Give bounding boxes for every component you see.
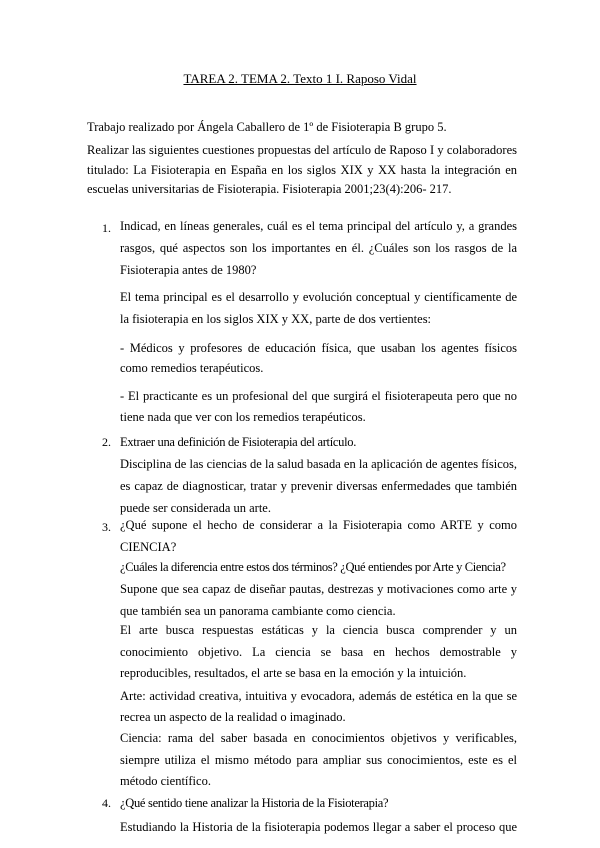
intro-paragraph: Realizar las siguientes cuestiones propuestas del artículo de Raposo I y colaboradores titulado: La Fisioterapia en España en los siglos XIX y XX hasta la integración en escuelas universitarias de Fisioterapia. Fisioterapia 2001;23(4):206- 217. (87, 143, 517, 196)
q4-number: 4. (102, 796, 111, 810)
q3-answer-1: Supone que sea capaz de diseñar pautas, destrezas y motivaciones como arte y que también sea un panorama cambiante como ciencia. (120, 582, 517, 618)
q1-question: Indicad, en líneas generales, cuál es el tema principal del artículo y, a grandes rasgos, qué aspectos son los importantes en él. ¿Cuáles son los rasgos de la Fisioterapia antes de 1980? (120, 219, 517, 277)
q1-answer-bullet-2: - El practicante es un profesional del que surgirá el fisioterapeuta pero que no tiene nada que ver con los remedios terapéuticos. (120, 389, 517, 424)
q3-answer-2: El arte busca respuestas estáticas y la ciencia busca comprender y un conocimiento objetivo. La ciencia se basa en hechos demostrable y reproducibles, resultados, el arte se basa en la emoción y la intuición. (120, 623, 517, 680)
q3-answer-ciencia: Ciencia: rama del saber basada en conocimientos objetivos y verificables, siempre utiliza el mismo método para ampliar sus conocimientos, este es el método científico. (120, 731, 517, 788)
q1-answer-bullet-1: - Médicos y profesores de educación física, que usaban los agentes físicos como remedios terapéuticos. (120, 341, 517, 375)
q3-subquestion: ¿Cuáles la diferencia entre estos dos términos? ¿Qué entiendes por Arte y Ciencia? (120, 560, 506, 574)
q1-answer-main: El tema principal es el desarrollo y evolución conceptual y científicamente de la fisioterapia en los siglos XIX y XX, parte de dos vertientes: (120, 290, 517, 326)
document-title: TAREA 2. TEMA 2. Texto 1 I. Raposo Vidal (183, 71, 417, 86)
q3-number: 3. (102, 520, 111, 534)
q3-answer-arte: Arte: actividad creativa, intuitiva y evocadora, además de estética en la que se recrea un aspecto de la realidad o imaginado. (120, 689, 517, 724)
q4-question: ¿Qué sentido tiene analizar la Historia de la Fisioterapia? (120, 796, 389, 810)
q1-number: 1. (102, 221, 111, 235)
q2-answer: Disciplina de las ciencias de la salud basada en la aplicación de agentes físicos, es capaz de diagnosticar, tratar y prevenir diversas enfermedades que también puede ser considerada un arte. (120, 457, 517, 515)
q3-question: ¿Qué supone el hecho de considerar a la Fisioterapia como ARTE y como CIENCIA? (120, 518, 517, 554)
q2-question: Extraer una definición de Fisioterapia del artículo. (120, 435, 357, 449)
author-line: Trabajo realizado por Ángela Caballero de 1º de Fisioterapia B grupo 5. (87, 120, 447, 134)
q2-number: 2. (102, 435, 111, 449)
q4-answer: Estudiando la Historia de la fisioterapia podemos llegar a saber el proceso que (120, 820, 517, 834)
